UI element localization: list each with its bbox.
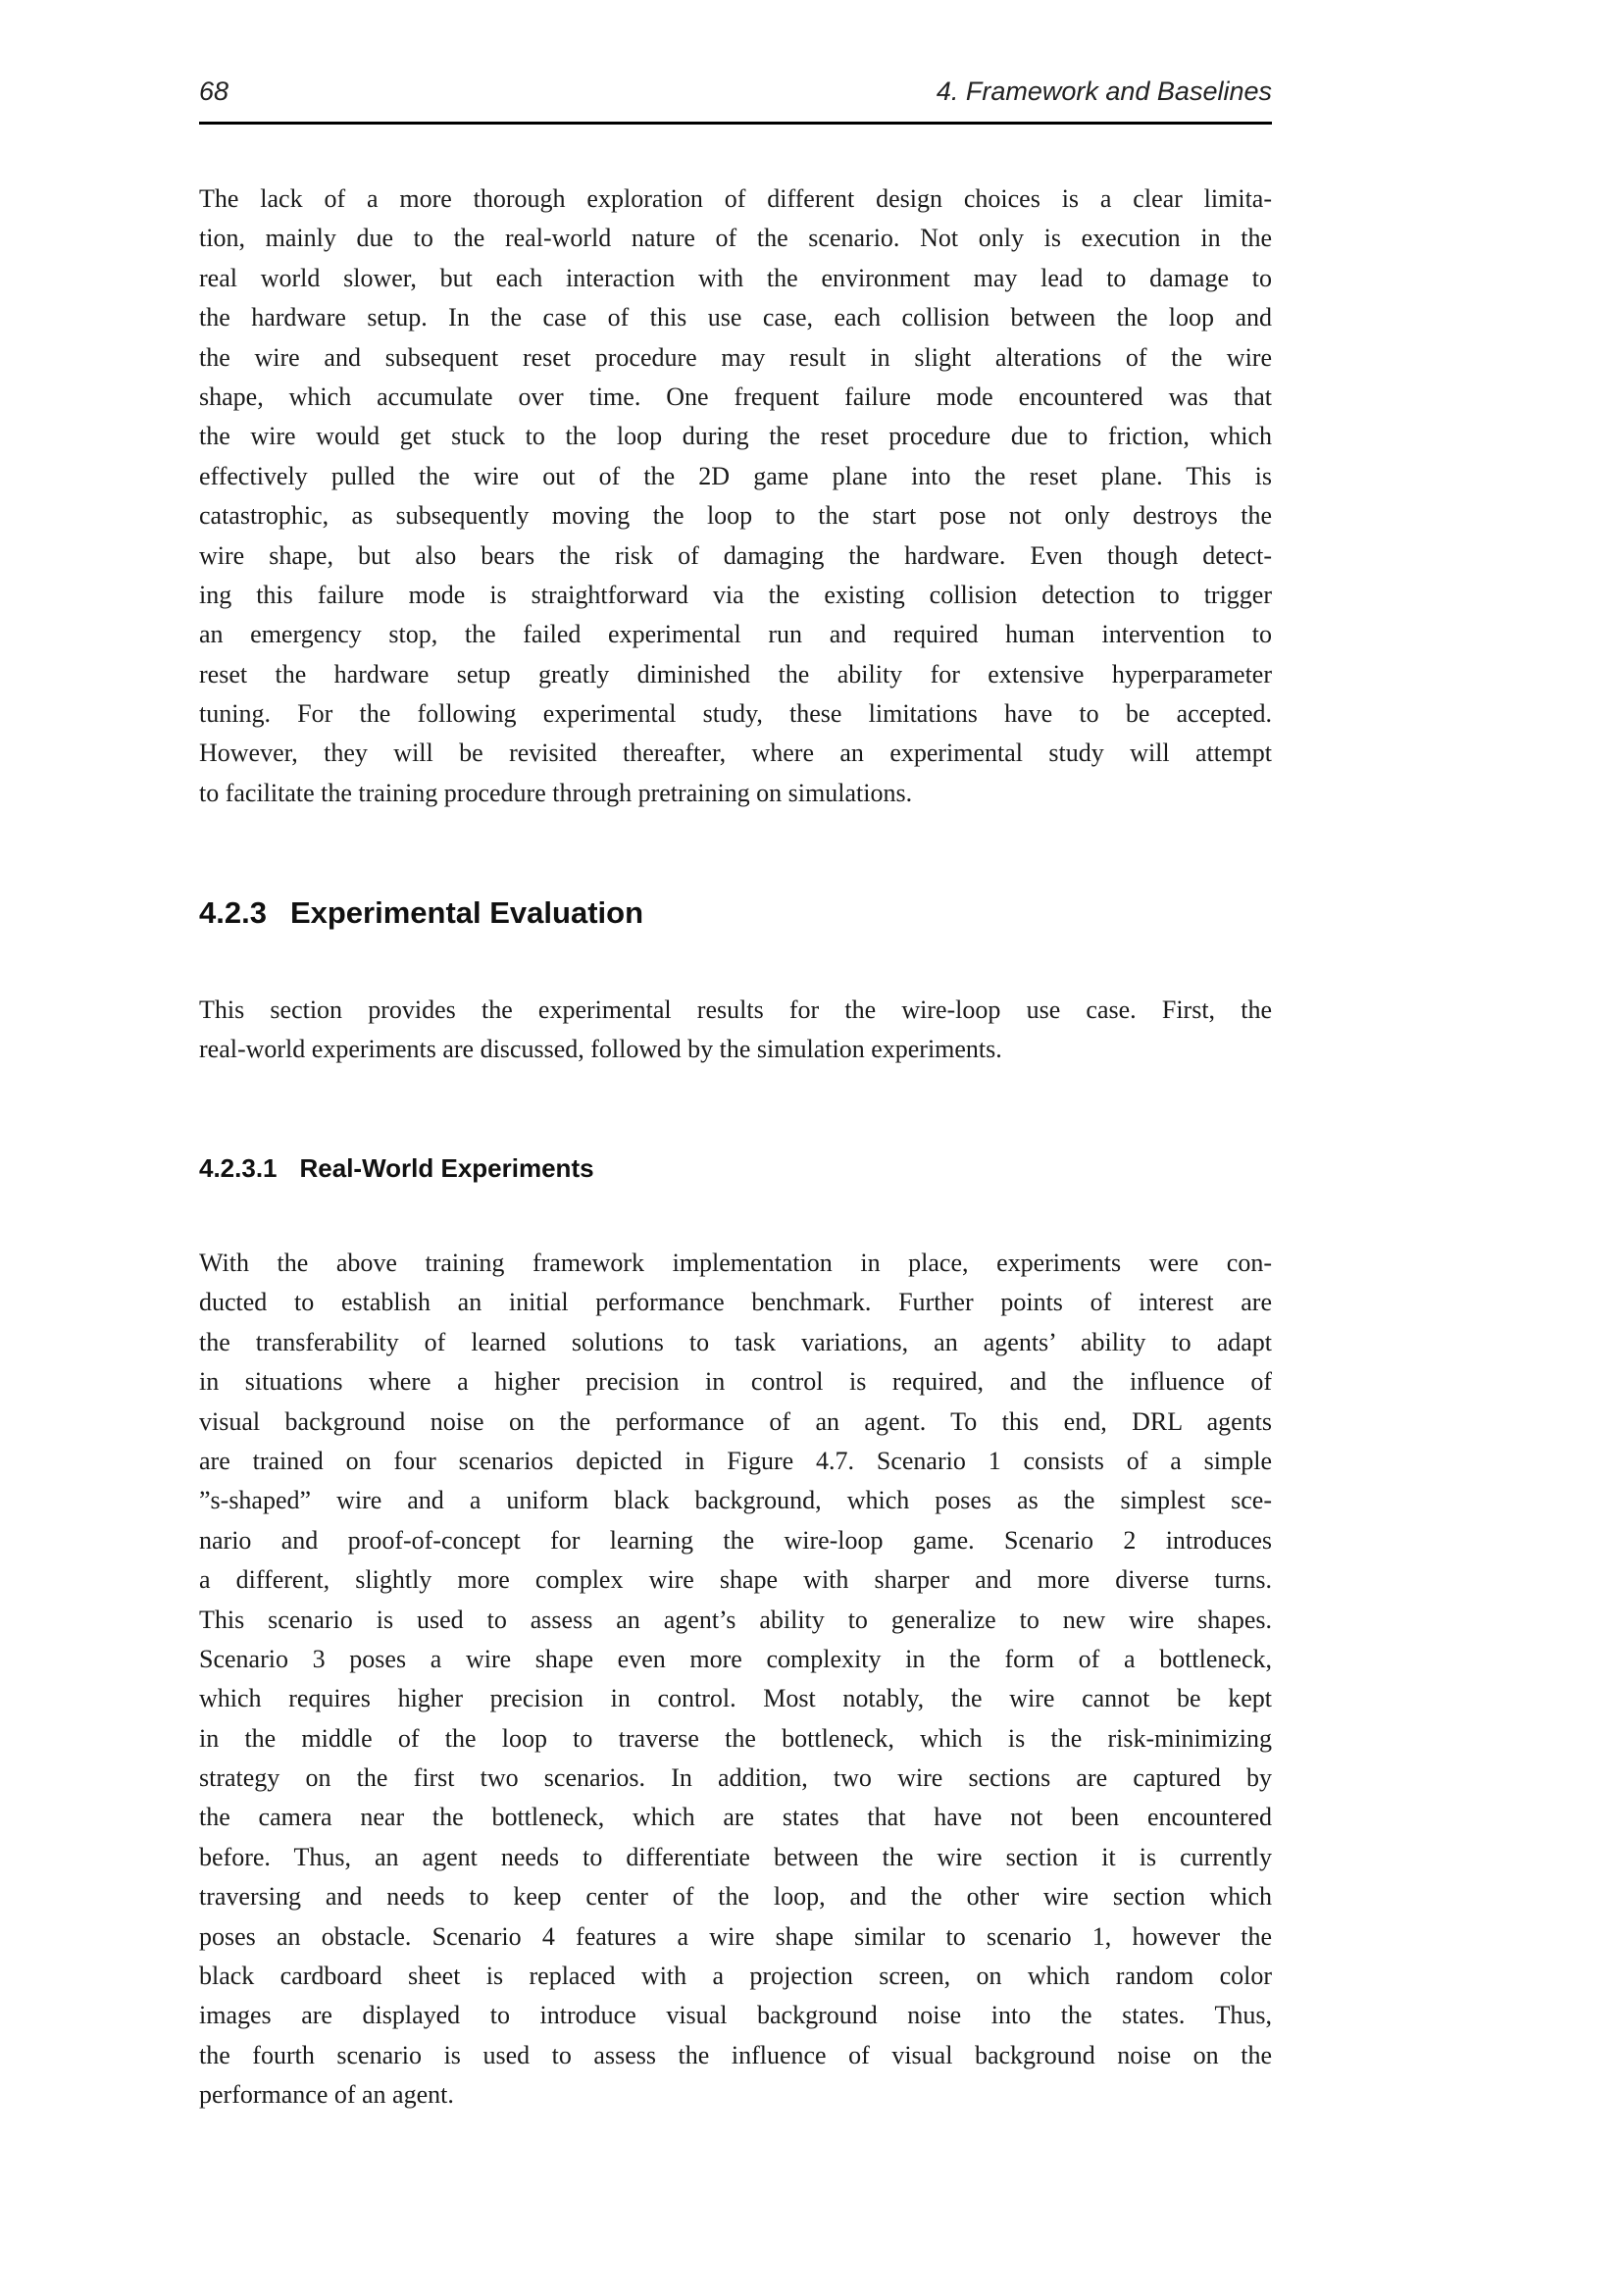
subsection-title: Real-World Experiments	[299, 1153, 594, 1183]
text-line: are trained on four scenarios depicted in Figure 4.7. Scenario 1 consists of a simple	[199, 1446, 1272, 1475]
section-heading	[199, 895, 1272, 931]
subsection-heading	[199, 1154, 1272, 1184]
text-line: the hardware setup. In the case of this use case, each collision between the loop and	[199, 303, 1272, 332]
text-line: ducted to establish an initial performance benchmark. Further points of interest are	[199, 1288, 1272, 1317]
section-title: Experimental Evaluation	[289, 895, 644, 930]
paragraph-limitations	[199, 179, 1272, 813]
paragraph-real-world-experiments	[199, 1244, 1272, 2116]
text-line: black cardboard sheet is replaced with a projection screen, on which random color	[199, 1962, 1272, 1991]
running-header-title: 4. Framework and Baselines	[936, 77, 1272, 106]
text-line: an emergency stop, the failed experimental run and required human intervention to	[199, 620, 1272, 649]
text-line: With the above training framework implementation in place, experiments were con-	[199, 1249, 1272, 1277]
text-line: The lack of a more thorough exploration of different design choices is a clear limita-	[199, 184, 1272, 213]
page-number: 68	[199, 77, 229, 106]
subsection-number: 4.2.3.1	[199, 1153, 278, 1183]
text-line: a different, slightly more complex wire shape with sharper and more diverse turns.	[199, 1565, 1272, 1595]
text-line: reset the hardware setup greatly diminished the ability for extensive hyperparameter	[199, 659, 1272, 689]
text-line: This section provides the experimental results for the wire-loop use case. First, the	[199, 995, 1272, 1024]
text-line: visual background noise on the performance of an agent. To this end, DRL agents	[199, 1406, 1272, 1436]
text-line: strategy on the first two scenarios. In addition, two wire sections are captured by	[199, 1763, 1272, 1793]
paragraph-section-intro	[199, 991, 1272, 1070]
header-rule	[199, 122, 1272, 125]
text-line: nario and proof-of-concept for learning the wire-loop game. Scenario 2 introduces	[199, 1525, 1272, 1555]
text-line: the wire would get stuck to the loop during the reset procedure due to friction, which	[199, 422, 1272, 451]
text-line: real-world experiments are discussed, followed by the simulation experiments.	[199, 1035, 1002, 1064]
text-line: to facilitate the training procedure through pretraining on simulations.	[199, 778, 913, 807]
text-line: tuning. For the following experimental study, these limitations have to be accepted.	[199, 699, 1272, 729]
text-line: However, they will be revisited thereafter, where an experimental study will attempt	[199, 739, 1272, 768]
text-line: This scenario is used to assess an agent’s ability to generalize to new wire shapes.	[199, 1605, 1272, 1634]
text-line: Scenario 3 poses a wire shape even more complexity in the form of a bottleneck,	[199, 1644, 1272, 1673]
text-line: catastrophic, as subsequently moving the loop to the start pose not only destroys the	[199, 501, 1272, 531]
text-line: traversing and needs to keep center of the loop, and the other wire section which	[199, 1882, 1272, 1912]
text-line: poses an obstacle. Scenario 4 features a wire shape similar to scenario 1, however the	[199, 1921, 1272, 1951]
text-line: the wire and subsequent reset procedure may result in slight alterations of the wire	[199, 342, 1272, 372]
text-line: ”s-shaped” wire and a uniform black background, which poses as the simplest sce-	[199, 1486, 1272, 1515]
text-line: before. Thus, an agent needs to differentiate between the wire section it is currently	[199, 1842, 1272, 1871]
section-number: 4.2.3	[199, 895, 267, 930]
text-line: ing this failure mode is straightforward via the existing collision detection to trigger	[199, 580, 1272, 609]
running-header	[199, 77, 1272, 107]
text-line: in situations where a higher precision in control is required, and the influence of	[199, 1367, 1272, 1397]
text-line: which requires higher precision in control. Most notably, the wire cannot be kept	[199, 1684, 1272, 1713]
text-line: in the middle of the loop to traverse the bottleneck, which is the risk-minimizing	[199, 1723, 1272, 1753]
text-line: images are displayed to introduce visual background noise into the states. Thus,	[199, 2001, 1272, 2030]
text-line: the camera near the bottleneck, which are states that have not been encountered	[199, 1803, 1272, 1832]
text-line: shape, which accumulate over time. One frequent failure mode encountered was that	[199, 382, 1272, 411]
text-line: effectively pulled the wire out of the 2D game plane into the reset plane. This is	[199, 461, 1272, 490]
text-line: real world slower, but each interaction with the environment may lead to damage to	[199, 263, 1272, 292]
text-line: tion, mainly due to the real-world nature of the scenario. Not only is execution in the	[199, 224, 1272, 253]
text-line: wire shape, but also bears the risk of damaging the hardware. Even though detect-	[199, 540, 1272, 570]
text-line: performance of an agent.	[199, 2080, 454, 2110]
text-line: the fourth scenario is used to assess the influence of visual background noise on the	[199, 2040, 1272, 2069]
text-line: the transferability of learned solutions to task variations, an agents’ ability to adapt	[199, 1327, 1272, 1356]
